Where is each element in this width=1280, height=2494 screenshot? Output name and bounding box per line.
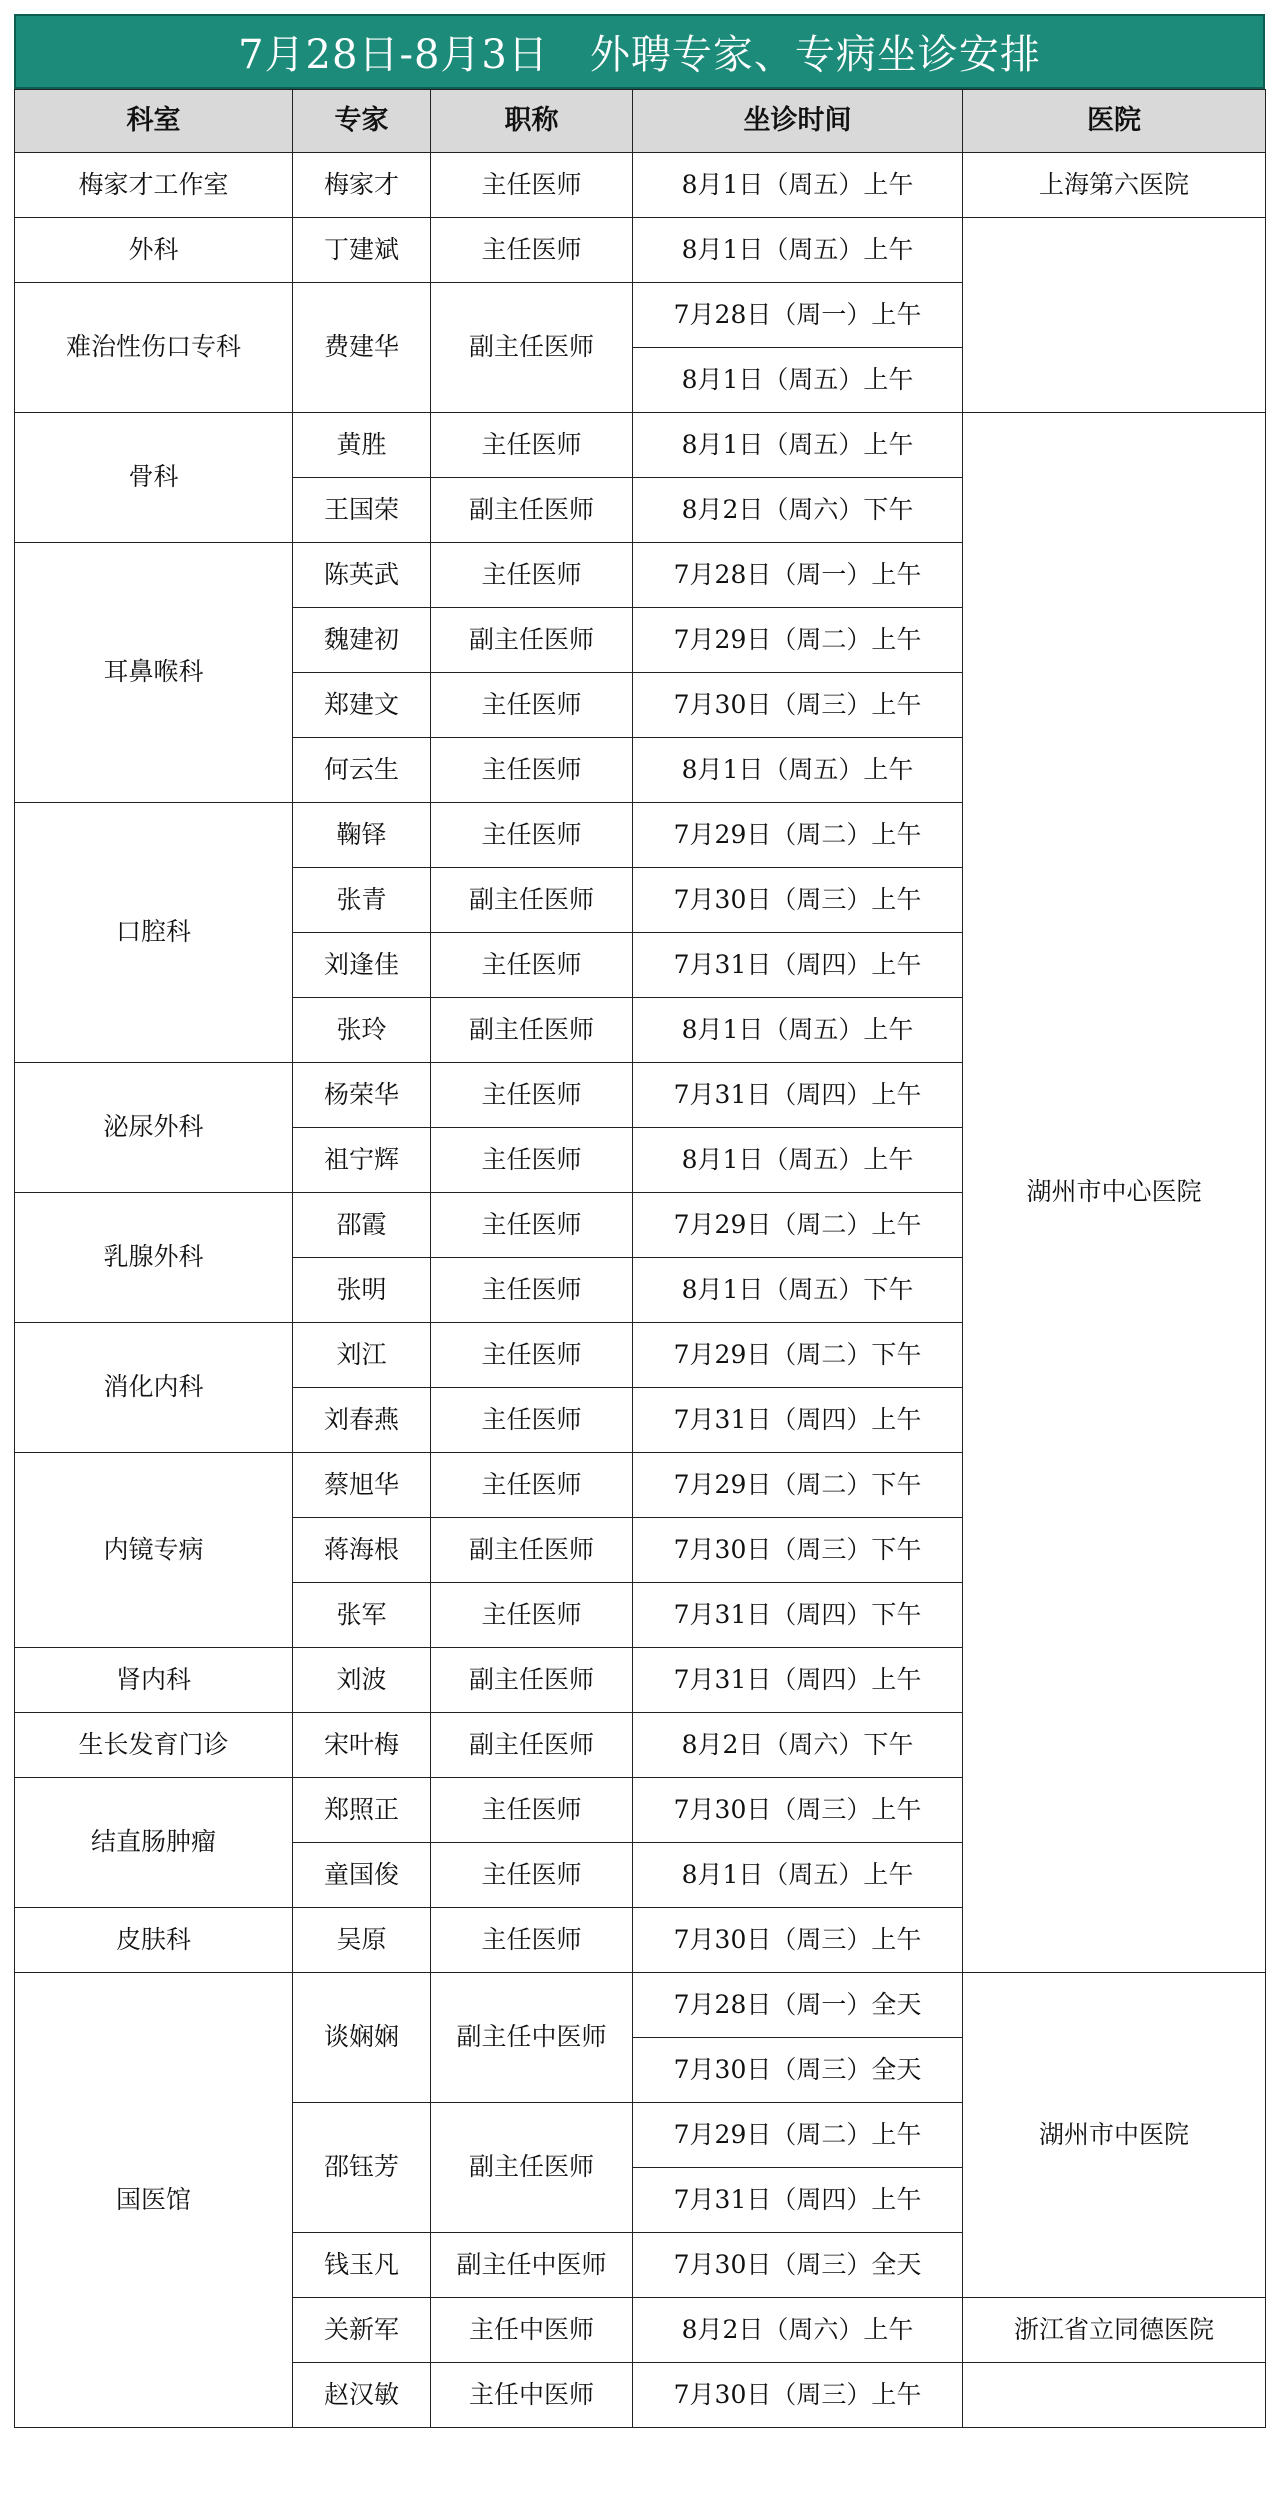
title-cell: 主任医师	[431, 1908, 633, 1973]
schedule-sheet	[14, 14, 1265, 2428]
expert-cell: 邵钰芳	[293, 2103, 431, 2233]
header-hospital: 医院	[963, 90, 1266, 153]
hospital-cell: 浙江省立同德医院	[963, 2298, 1266, 2363]
dept-cell: 肾内科	[15, 1648, 293, 1713]
title-cell: 主任医师	[431, 1128, 633, 1193]
table-row	[15, 1973, 1266, 2038]
title-cell: 主任医师	[431, 543, 633, 608]
expert-cell: 刘春燕	[293, 1388, 431, 1453]
title-cell: 主任医师	[431, 1778, 633, 1843]
table-row	[15, 413, 1266, 478]
title-cell: 主任中医师	[431, 2298, 633, 2363]
time-cell: 8月2日（周六）上午	[633, 2298, 963, 2363]
expert-cell: 邵霞	[293, 1193, 431, 1258]
dept-cell: 难治性伤口专科	[15, 283, 293, 413]
expert-cell: 张明	[293, 1258, 431, 1323]
dept-cell: 消化内科	[15, 1323, 293, 1453]
expert-cell: 陈英武	[293, 543, 431, 608]
time-cell: 7月29日（周二）上午	[633, 608, 963, 673]
hospital-cell	[963, 2363, 1266, 2428]
dept-cell: 口腔科	[15, 803, 293, 1063]
time-cell: 7月30日（周三）上午	[633, 673, 963, 738]
time-cell: 7月28日（周一）上午	[633, 283, 963, 348]
time-cell: 8月1日（周五）上午	[633, 153, 963, 218]
header-dept: 科室	[15, 90, 293, 153]
table-row	[15, 153, 1266, 218]
expert-cell: 钱玉凡	[293, 2233, 431, 2298]
dept-cell: 皮肤科	[15, 1908, 293, 1973]
title-cell: 主任中医师	[431, 2363, 633, 2428]
title-cell: 副主任医师	[431, 1713, 633, 1778]
expert-cell: 丁建斌	[293, 218, 431, 283]
title-cell: 副主任医师	[431, 1518, 633, 1583]
dept-cell: 内镜专病	[15, 1453, 293, 1648]
expert-cell: 宋叶梅	[293, 1713, 431, 1778]
time-cell: 7月29日（周二）上午	[633, 803, 963, 868]
time-cell: 7月29日（周二）下午	[633, 1323, 963, 1388]
hospital-cell: 湖州市中医院	[963, 1973, 1266, 2298]
time-cell: 8月1日（周五）上午	[633, 998, 963, 1063]
time-cell: 8月1日（周五）上午	[633, 738, 963, 803]
expert-cell: 张青	[293, 868, 431, 933]
expert-cell: 赵汉敏	[293, 2363, 431, 2428]
time-cell: 8月1日（周五）上午	[633, 1843, 963, 1908]
title-cell: 主任医师	[431, 1258, 633, 1323]
expert-cell: 黄胜	[293, 413, 431, 478]
title-cell: 副主任医师	[431, 1648, 633, 1713]
header-expert: 专家	[293, 90, 431, 153]
expert-cell: 魏建初	[293, 608, 431, 673]
expert-cell: 谈娴娴	[293, 1973, 431, 2103]
title-cell: 主任医师	[431, 1583, 633, 1648]
expert-cell: 郑建文	[293, 673, 431, 738]
header-title: 职称	[431, 90, 633, 153]
expert-cell: 费建华	[293, 283, 431, 413]
time-cell: 8月2日（周六）下午	[633, 478, 963, 543]
dept-cell: 耳鼻喉科	[15, 543, 293, 803]
time-cell: 7月30日（周三）上午	[633, 2363, 963, 2428]
time-cell: 7月30日（周三）上午	[633, 1908, 963, 1973]
time-cell: 8月1日（周五）上午	[633, 348, 963, 413]
expert-cell: 蒋海根	[293, 1518, 431, 1583]
title-cell: 副主任中医师	[431, 2233, 633, 2298]
expert-cell: 杨荣华	[293, 1063, 431, 1128]
time-cell: 7月29日（周二）上午	[633, 1193, 963, 1258]
title-cell: 主任医师	[431, 413, 633, 478]
time-cell: 7月31日（周四）上午	[633, 933, 963, 998]
table-row	[15, 218, 1266, 283]
time-cell: 8月1日（周五）下午	[633, 1258, 963, 1323]
time-cell: 7月29日（周二）下午	[633, 1453, 963, 1518]
title-cell: 副主任医师	[431, 868, 633, 933]
time-cell: 7月31日（周四）下午	[633, 1583, 963, 1648]
title-cell: 副主任医师	[431, 478, 633, 543]
time-cell: 8月2日（周六）下午	[633, 1713, 963, 1778]
time-cell: 7月31日（周四）上午	[633, 2168, 963, 2233]
expert-cell: 王国荣	[293, 478, 431, 543]
title-cell: 主任医师	[431, 153, 633, 218]
dept-cell: 生长发育门诊	[15, 1713, 293, 1778]
expert-cell: 祖宁辉	[293, 1128, 431, 1193]
title-cell: 主任医师	[431, 1193, 633, 1258]
title-cell: 主任医师	[431, 1453, 633, 1518]
title-cell: 副主任中医师	[431, 1973, 633, 2103]
hospital-cell	[963, 218, 1266, 413]
page-title: 7月28日-8月3日 外聘专家、专病坐诊安排	[14, 14, 1265, 89]
time-cell: 7月28日（周一）上午	[633, 543, 963, 608]
dept-cell: 结直肠肿瘤	[15, 1778, 293, 1908]
time-cell: 7月31日（周四）上午	[633, 1388, 963, 1453]
expert-cell: 鞠铎	[293, 803, 431, 868]
dept-cell: 外科	[15, 218, 293, 283]
time-cell: 8月1日（周五）上午	[633, 413, 963, 478]
title-cell: 主任医师	[431, 933, 633, 998]
title-cell: 主任医师	[431, 738, 633, 803]
title-cell: 副主任医师	[431, 998, 633, 1063]
schedule-table	[14, 89, 1266, 2428]
schedule-body	[15, 153, 1266, 2428]
title-cell: 主任医师	[431, 673, 633, 738]
title-cell: 主任医师	[431, 218, 633, 283]
dept-cell: 骨科	[15, 413, 293, 543]
expert-cell: 刘波	[293, 1648, 431, 1713]
time-cell: 7月30日（周三）上午	[633, 868, 963, 933]
time-cell: 7月29日（周二）上午	[633, 2103, 963, 2168]
time-cell: 7月30日（周三）上午	[633, 1778, 963, 1843]
expert-cell: 吴原	[293, 1908, 431, 1973]
expert-cell: 关新军	[293, 2298, 431, 2363]
expert-cell: 梅家才	[293, 153, 431, 218]
time-cell: 7月30日（周三）下午	[633, 1518, 963, 1583]
expert-cell: 蔡旭华	[293, 1453, 431, 1518]
dept-cell: 国医馆	[15, 1973, 293, 2428]
time-cell: 7月30日（周三）全天	[633, 2233, 963, 2298]
title-cell: 副主任医师	[431, 608, 633, 673]
expert-cell: 张玲	[293, 998, 431, 1063]
expert-cell: 刘江	[293, 1323, 431, 1388]
title-cell: 主任医师	[431, 1843, 633, 1908]
title-cell: 主任医师	[431, 803, 633, 868]
title-cell: 副主任医师	[431, 2103, 633, 2233]
time-cell: 8月1日（周五）上午	[633, 218, 963, 283]
header-time: 坐诊时间	[633, 90, 963, 153]
expert-cell: 张军	[293, 1583, 431, 1648]
dept-cell: 泌尿外科	[15, 1063, 293, 1193]
time-cell: 7月31日（周四）上午	[633, 1648, 963, 1713]
expert-cell: 何云生	[293, 738, 431, 803]
hospital-cell: 湖州市中心医院	[963, 413, 1266, 1973]
dept-cell: 乳腺外科	[15, 1193, 293, 1323]
expert-cell: 童国俊	[293, 1843, 431, 1908]
expert-cell: 刘逢佳	[293, 933, 431, 998]
time-cell: 7月31日（周四）上午	[633, 1063, 963, 1128]
time-cell: 7月30日（周三）全天	[633, 2038, 963, 2103]
time-cell: 7月28日（周一）全天	[633, 1973, 963, 2038]
expert-cell: 郑照正	[293, 1778, 431, 1843]
title-cell: 副主任医师	[431, 283, 633, 413]
time-cell: 8月1日（周五）上午	[633, 1128, 963, 1193]
hospital-cell: 上海第六医院	[963, 153, 1266, 218]
title-cell: 主任医师	[431, 1388, 633, 1453]
title-cell: 主任医师	[431, 1323, 633, 1388]
dept-cell: 梅家才工作室	[15, 153, 293, 218]
title-cell: 主任医师	[431, 1063, 633, 1128]
header-row	[15, 90, 1266, 153]
